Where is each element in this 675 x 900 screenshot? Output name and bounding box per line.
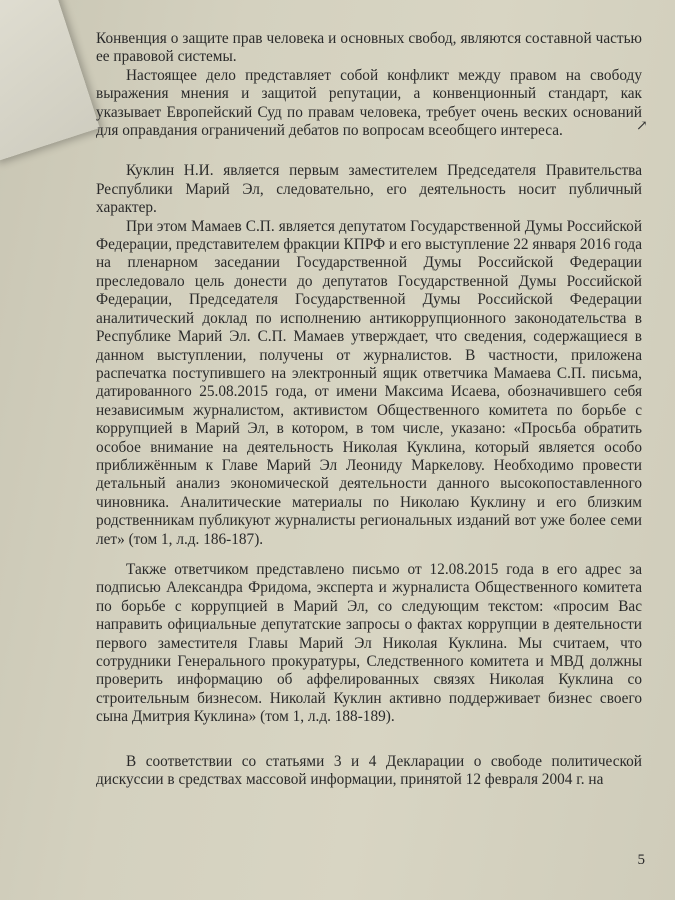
paragraph-6: В соответствии со статьями 3 и 4 Декларации о свободе политической дискуссии в средствах массовой информации, принятой 12 февраля 2004 г. на	[96, 752, 642, 789]
pen-mark: ↗	[636, 119, 648, 134]
underlying-page-corner	[0, 0, 100, 162]
paragraph-3: Куклин Н.И. является первым заместителем Председателя Правительства Республики Марий Эл, следовательно, его деятельность носит публичный характер.	[96, 162, 642, 217]
page-number: 5	[637, 852, 645, 868]
paragraph-1: Конвенция о защите прав человека и основных свобод, являются составной частью ее правовой системы.	[96, 30, 642, 66]
document-body	[96, 30, 642, 789]
paragraph-5: Также ответчиком представлено письмо от 12.08.2015 года в его адрес за подписью Александра Фридома, эксперта и журналиста Общественного комитета по борьбе с коррупцией в Марий Эл, со следующим текстом: «просим Вас направить официальные депутатские запросы о фактах коррупции в деятельности первого заместителя Главы Марий Эл Николая Куклина. Мы считаем, что сотрудники Генерального прокуратуры, Следственного комитета и МВД должны проверить информацию об аффелированных связях Николая Куклина со строительным бизнесом. Николай Куклин активно поддерживает бизнес своего сына Дмитрия Куклина» (том 1, л.д. 188-189).	[96, 560, 642, 726]
paragraph-4: При этом Мамаев С.П. является депутатом Государственной Думы Российской Федерации, представителем фракции КПРФ и его выступление 22 января 2016 года на пленарном заседании Государственной Думы Российской Федерации преследовало цель донести до депутатов Государственной Думы Российской Федерации, Председателя Государственной Думы Российской Федерации аналитический доклад по исполнению антикоррупционного законодательства в Республике Марий Эл. С.П. Мамаев утверждает, что сведения, содержащиеся в данном выступлении, получены от журналистов. В частности, приложена распечатка поступившего на электронный ящик ответчика Мамаева С.П. письма, датированного 25.08.2015 года, от имени Максима Исаева, обозначившего себя независимым журналистом, активистом Общественного комитета по борьбе с коррупцией в Марий Эл, в котором, в том числе, указано: «Просьба обратить особое внимание на деятельность Николая Куклина, который является особо приближённым к Главе Марий Эл Леониду Маркелову. Необходимо провести детальный анализ экономической деятельности данного высокопоставленного чиновника. Аналитические материалы по Николаю Куклину и его близким родственникам публикуют журналисты региональных изданий вот уже более семи лет» (том 1, л.д. 186-187).	[96, 217, 642, 548]
paragraph-2: Настоящее дело представляет собой конфликт между правом на свободу выражения мнения и защитой репутации, а конвенционный стандарт, как указывает Европейский Суд по правам человека, требует очень веских оснований для оправдания ограничений дебатов по вопросам всеобщего интереса.	[96, 66, 642, 140]
